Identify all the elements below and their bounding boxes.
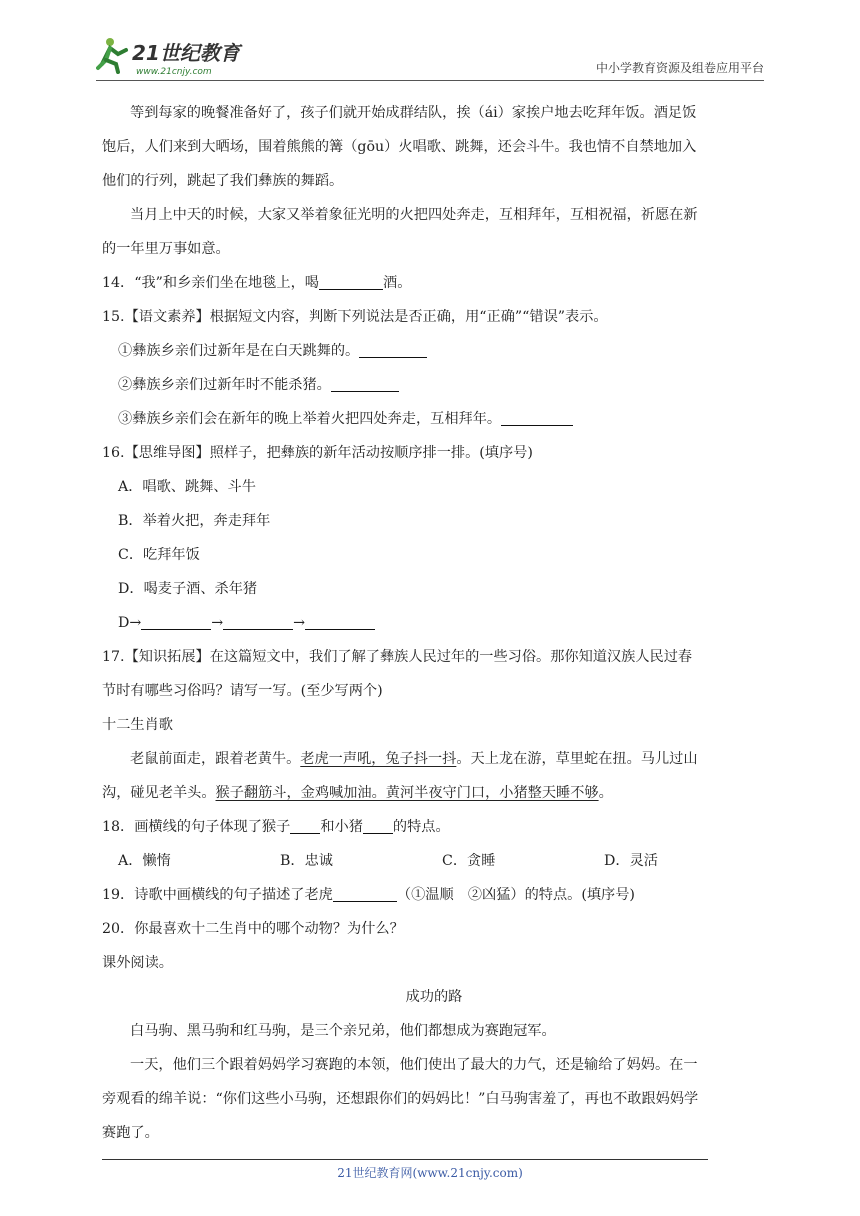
question-16-option-a: A．唱歌、跳舞、斗牛 [118, 479, 256, 495]
answer-blank[interactable] [305, 613, 375, 630]
story-p2-line3: 赛跑了。 [102, 1125, 159, 1141]
underlined-sentence: 猴子翻筋斗，金鸡喊加油。黄河半夜守门口，小猪整天睡不够 [215, 785, 599, 801]
question-16-option-b: B．举着火把，奔走拜年 [118, 513, 271, 529]
footer-text[interactable]: 21世纪教育网(www.21cnjy.com) [337, 1166, 523, 1180]
runner-icon [98, 38, 126, 72]
answer-blank[interactable] [363, 817, 393, 834]
poem-title: 十二生肖歌 [102, 717, 173, 733]
logo-url: www.21cnjy.com [136, 67, 212, 77]
answer-blank[interactable] [333, 885, 397, 902]
underlined-sentence: 老虎一声吼，兔子抖一抖 [300, 751, 457, 767]
passage1-p1-line3: 他们的行列，跳起了我们彝族的舞蹈。 [102, 173, 344, 189]
question-17-line1: 17.【知识拓展】在这篇短文中，我们了解了彝族人民过年的一些习俗。那你知道汉族人民过春 [102, 649, 693, 665]
question-15-item-2: ②彝族乡亲们过新年时不能杀猪。 [102, 368, 766, 402]
answer-blank[interactable] [141, 613, 211, 630]
question-20: 20．你最喜欢十二生肖中的哪个动物？为什么？ [102, 921, 404, 937]
question-15-stem: 15.【语文素养】根据短文内容，判断下列说法是否正确，用“正确”“错误”表示。 [102, 309, 608, 325]
option-c[interactable]: C．贪睡 [442, 853, 496, 869]
question-17-line2: 节时有哪些习俗吗？请写一写。(至少写两个) [102, 683, 383, 699]
question-14: 14．“我”和乡亲们坐在地毯上，喝 酒。 [102, 275, 412, 291]
footer-divider [102, 1159, 708, 1160]
platform-name: 中小学教育资源及组卷应用平台 [595, 61, 764, 75]
document-body [102, 96, 766, 1150]
site-logo [96, 34, 266, 78]
option-a[interactable]: A．懒惰 [118, 853, 171, 869]
question-16-option-d: D．喝麦子酒、杀年猪 [118, 581, 258, 597]
story-title: 成功的路 [405, 989, 463, 1005]
answer-blank[interactable] [290, 817, 320, 834]
answer-blank[interactable] [331, 375, 399, 392]
page-header [96, 28, 764, 81]
question-16-sequence: D→ → → [102, 606, 766, 640]
poem-line2: 沟，碰见老羊头。猴子翻筋斗，金鸡喊加油。黄河半夜守门口，小猪整天睡不够。 [102, 785, 613, 801]
question-19: 19．诗歌中画横线的句子描述了老虎 （①温顺 ②凶猛）的特点。(填序号) [102, 887, 635, 903]
section-heading: 课外阅读。 [102, 955, 173, 971]
answer-blank[interactable] [501, 409, 573, 426]
question-15-item-1: ①彝族乡亲们过新年是在白天跳舞的。 [102, 334, 766, 368]
story-p2-line2: 旁观看的绵羊说：“你们这些小马驹，还想跟你们的妈妈比！”白马驹害羞了，再也不敢跟妈妈学 [102, 1091, 699, 1107]
option-d[interactable]: D．灵活 [604, 853, 658, 869]
question-16-option-c: C．吃拜年饭 [118, 547, 200, 563]
logo-text: 21世纪教育 [132, 41, 240, 65]
question-18-options [102, 844, 766, 878]
question-15-item-3: ③彝族乡亲们会在新年的晚上举着火把四处奔走，互相拜年。 [102, 402, 766, 436]
answer-blank[interactable] [223, 613, 293, 630]
question-18: 18．画横线的句子体现了猴子 和小猪 的特点。 [102, 819, 450, 835]
answer-blank[interactable] [359, 341, 427, 358]
poem-line1: 老鼠前面走，跟着老黄牛。老虎一声吼，兔子抖一抖。天上龙在游，草里蛇在扭。马儿过山 [130, 751, 698, 767]
question-16-stem: 16.【思维导图】照样子，把彝族的新年活动按顺序排一排。(填序号) [102, 445, 533, 461]
story-p2-line1: 一天，他们三个跟着妈妈学习赛跑的本领，他们使出了最大的力气，还是输给了妈妈。在一 [130, 1057, 698, 1073]
answer-blank[interactable] [319, 273, 383, 290]
passage1-p1-line2: 饱后，人们来到大晒场，围着熊熊的篝（gōu）火唱歌、跳舞，还会斗牛。我也情不自禁地加入 [102, 139, 697, 155]
story-p1: 白马驹、黑马驹和红马驹，是三个亲兄弟，他们都想成为赛跑冠军。 [130, 1023, 556, 1039]
passage1-p2-line2: 的一年里万事如意。 [102, 241, 230, 257]
passage1-p2-line1: 当月上中天的时候，大家又举着象征光明的火把四处奔走，互相拜年，互相祝福，祈愿在新 [130, 207, 698, 223]
option-b[interactable]: B．忠诚 [280, 853, 333, 869]
passage1-p1-line1: 等到每家的晚餐准备好了，孩子们就开始成群结队，挨（ái）家挨户地去吃拜年饭。酒足饭 [130, 105, 697, 121]
